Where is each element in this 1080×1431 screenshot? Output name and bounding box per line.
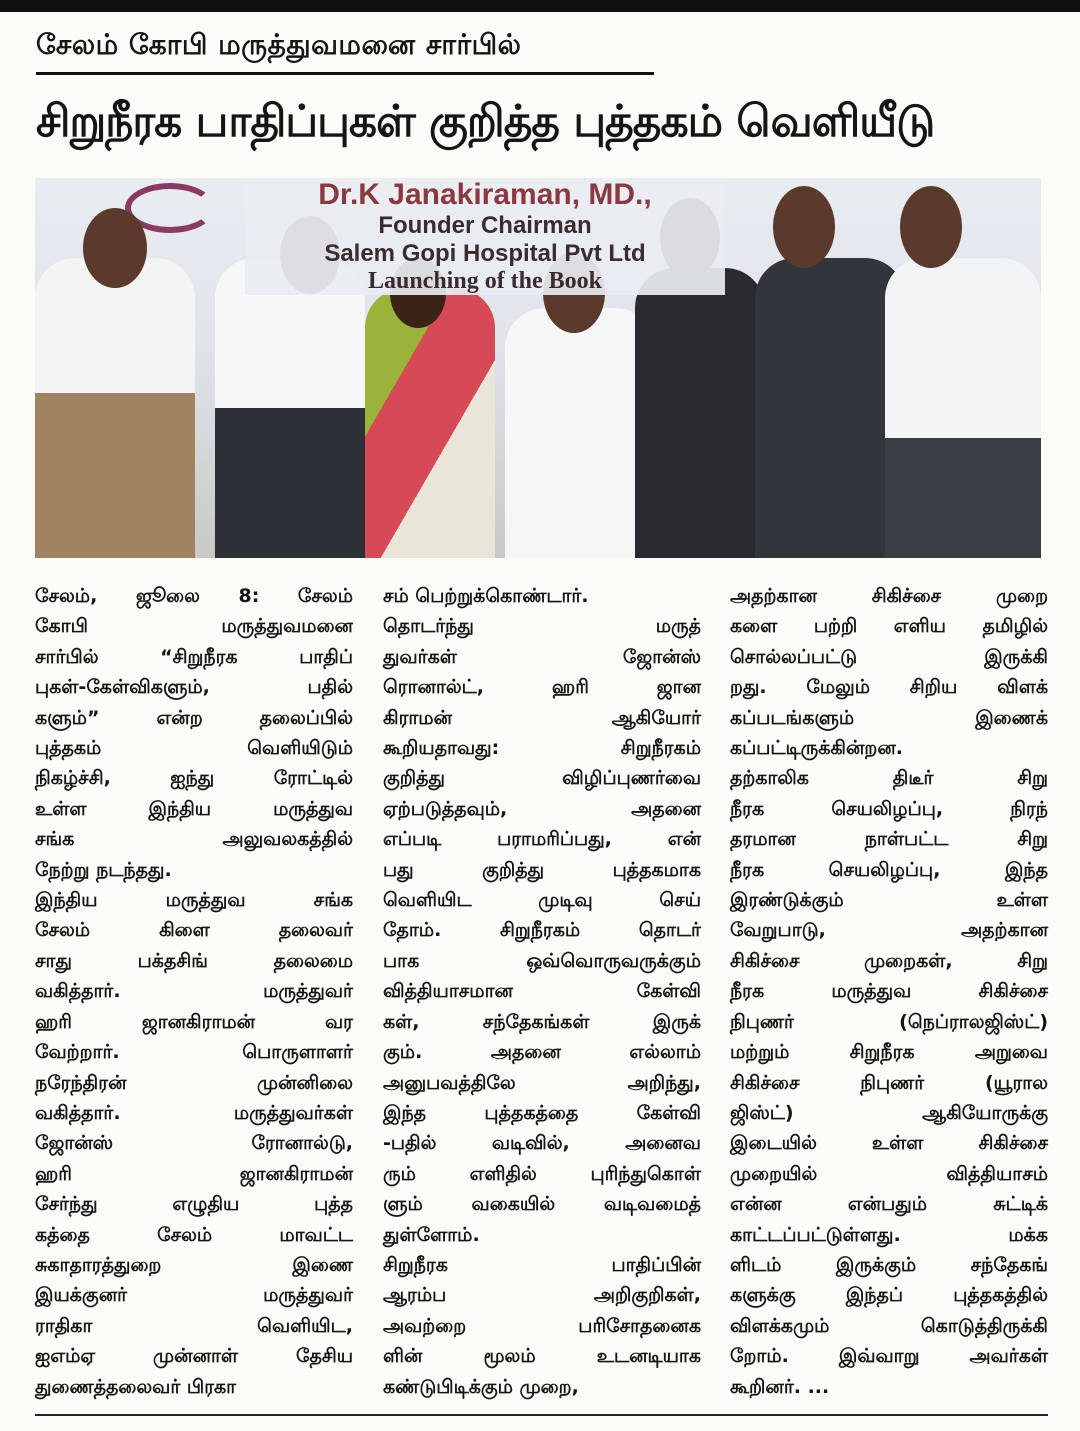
banner-line: Founder Chairman bbox=[245, 212, 725, 240]
article-line: மற்றும் சிறுநீரக அறுவை bbox=[730, 1041, 1048, 1064]
article-line: ரொனால்ட், ஹரி ஜான bbox=[383, 676, 701, 699]
photo-banner bbox=[245, 178, 725, 295]
article-line: ரும் எளிதில் புரிந்துகொள் bbox=[383, 1162, 701, 1185]
article-line: புத்தகம் வெளியிடும் bbox=[35, 737, 353, 760]
article-line: சாது பக்தசிங் தலைமை bbox=[35, 949, 353, 972]
article-line: களும்” என்ற தலைப்பில் bbox=[35, 706, 353, 729]
person bbox=[635, 268, 765, 558]
article-line: துவர்கள் ஜோன்ஸ் bbox=[383, 645, 701, 668]
article-line: கோபி மருத்துவமனை bbox=[35, 615, 353, 638]
article-line: எப்படி பராமரிப்பது, என் bbox=[383, 828, 701, 851]
article-line: சிகிச்சை நிபுணர் (யூரால bbox=[730, 1071, 1048, 1094]
article-line: இந்த புத்தகத்தை கேள்வி bbox=[383, 1101, 701, 1124]
kicker-underline bbox=[36, 72, 654, 75]
banner-line: Launching of the Book bbox=[245, 268, 725, 295]
article-line: வகித்தார். மருத்துவர்கள் bbox=[35, 1101, 353, 1124]
article-line: இரண்டுக்கும் உள்ள bbox=[730, 889, 1048, 912]
person bbox=[755, 258, 905, 558]
article-line: ஜிஸ்ட்) ஆகியோருக்கு bbox=[730, 1101, 1048, 1124]
article-line: களுக்கு இந்தப் புத்தகத்தில் bbox=[730, 1284, 1048, 1307]
article-line: இந்திய மருத்துவ சங்க bbox=[35, 889, 353, 912]
person bbox=[215, 258, 365, 558]
article-line: புகள்-கேள்விகளும், பதில் bbox=[35, 676, 353, 699]
article-line: சேலம் கிளை தலைவர் bbox=[35, 919, 353, 942]
article-line: கூறியதாவது: சிறுநீரகம் bbox=[383, 737, 701, 760]
article-line: கும். அதனை எல்லாம் bbox=[383, 1041, 701, 1064]
person-head bbox=[900, 186, 962, 268]
article-line: அனுபவத்திலே அறிந்து, bbox=[383, 1071, 701, 1094]
article-line: ஐஎம்ஏ முன்னாள் தேசிய bbox=[35, 1345, 353, 1368]
person bbox=[505, 308, 655, 558]
article-line: ராதிகா வெளியிட, bbox=[35, 1314, 353, 1337]
article-line: தற்காலிக திடீர் சிறு bbox=[730, 767, 1048, 790]
article-line: ளும் வகையில் வடிவமைத் bbox=[383, 1193, 701, 1216]
article-line: வேற்றார். பொருளாளர் bbox=[35, 1041, 353, 1064]
article-line: தொடர்ந்து மருத் bbox=[383, 615, 701, 638]
article-line: வகித்தார். மருத்துவர் bbox=[35, 980, 353, 1003]
article-line: குறித்து விழிப்புணர்வை bbox=[383, 767, 701, 790]
article-line: பாக ஒவ்வொருவருக்கும் bbox=[383, 949, 701, 972]
person-head bbox=[83, 208, 147, 288]
article-line: உள்ள இந்திய மருத்துவ bbox=[35, 797, 353, 820]
article-line: துள்ளோம். bbox=[383, 1223, 480, 1246]
article-line: ளின் மூலம் உடனடியாக bbox=[383, 1345, 701, 1368]
article-line: சார்பில் “சிறுநீரக பாதிப் bbox=[35, 645, 353, 668]
article-line: துணைத்தலைவர் பிரகா bbox=[35, 1375, 237, 1398]
article-line: வித்தியாசமான கேள்வி bbox=[383, 980, 701, 1003]
article-line: நிபுணர் (நெப்ராலஜிஸ்ட்) bbox=[730, 1010, 1048, 1033]
article-line: சொல்லப்பட்டு இருக்கி bbox=[730, 645, 1048, 668]
article-line: விளக்கமும் கொடுத்திருக்கி bbox=[730, 1314, 1048, 1337]
article-line: நீரக மருத்துவ சிகிச்சை bbox=[730, 980, 1048, 1003]
article-line: பது குறித்து புத்தகமாக bbox=[383, 858, 701, 881]
article-line: வெளியிட முடிவு செய் bbox=[383, 889, 701, 912]
article-line: நிகழ்ச்சி, ஐந்து ரோட்டில் bbox=[35, 767, 353, 790]
article-line: என்ன என்பதும் சுட்டிக் bbox=[730, 1193, 1048, 1216]
person bbox=[35, 258, 195, 558]
article-line: றோம். இவ்வாறு அவர்கள் bbox=[730, 1345, 1048, 1368]
article-line: இயக்குனர் மருத்துவர் bbox=[35, 1284, 353, 1307]
article-line: சிகிச்சை முறைகள், சிறு bbox=[730, 949, 1048, 972]
article-line: களை பற்றி எளிய தமிழில் bbox=[730, 615, 1048, 638]
article-line: சுகாதாரத்துறை இணை bbox=[35, 1253, 353, 1276]
article-line: ஆரம்ப அறிகுறிகள், bbox=[383, 1284, 701, 1307]
article-line: கப்பட்டிருக்கின்றன. bbox=[730, 737, 904, 760]
article-line: அதற்கான சிகிச்சை முறை bbox=[730, 585, 1048, 607]
article-column-2 bbox=[383, 581, 701, 1402]
headline: சிறுநீரக பாதிப்புகள் குறித்த புத்தகம் வெளியீடு bbox=[36, 96, 935, 147]
person-head bbox=[773, 186, 835, 268]
article-column-3 bbox=[730, 581, 1048, 1402]
article-line: இடையில் உள்ள சிகிச்சை bbox=[730, 1132, 1048, 1155]
article-line: சிறுநீரக பாதிப்பின் bbox=[383, 1253, 701, 1276]
article-line: றது. மேலும் சிறிய விளக் bbox=[730, 676, 1048, 699]
article-line: ஹரி ஜானகிராமன் bbox=[35, 1162, 353, 1185]
article-line: கள், சந்தேகங்கள் இருக் bbox=[383, 1010, 701, 1033]
top-border bbox=[0, 0, 1080, 12]
article-line: நேற்று நடந்தது. bbox=[35, 858, 172, 881]
article-line: கண்டுபிடிக்கும் முறை, bbox=[383, 1375, 579, 1398]
kicker: சேலம் கோபி மருத்துவமனை சார்பில் bbox=[36, 28, 522, 61]
article-line: ளிடம் இருக்கும் சந்தேகங் bbox=[730, 1253, 1048, 1276]
banner-line: Dr.K Janakiraman, MD., bbox=[245, 178, 725, 212]
article-line: வேறுபாடு, அதற்கான bbox=[730, 919, 1048, 942]
bottom-rule bbox=[35, 1414, 1048, 1416]
article-line: முறையில் வித்தியாசம் bbox=[730, 1162, 1048, 1185]
article-line: -பதில் வடிவில், அனைவ bbox=[383, 1132, 701, 1155]
article-line: கப்படங்களும் இணைக் bbox=[730, 706, 1048, 729]
article-line: காட்டப்பட்டுள்ளது. மக்க bbox=[730, 1223, 1048, 1246]
article-line: நீரக செயலிழப்பு, நிரந் bbox=[730, 797, 1048, 820]
event-photo bbox=[35, 178, 1041, 558]
person bbox=[885, 258, 1041, 558]
article-line: ஏற்படுத்தவும், அதனை bbox=[383, 797, 701, 820]
article-line: கத்தை சேலம் மாவட்ட bbox=[35, 1223, 353, 1246]
article-line: தரமான நாள்பட்ட சிறு bbox=[730, 828, 1048, 851]
article-line: ஜோன்ஸ் ரோனால்டு, bbox=[35, 1132, 353, 1155]
banner-line: Salem Gopi Hospital Pvt Ltd bbox=[245, 240, 725, 268]
article-line: அவற்றை பரிசோதனைக bbox=[383, 1314, 701, 1337]
article-line: சேலம், ஜூலை 8: சேலம் bbox=[35, 585, 353, 607]
person bbox=[365, 288, 495, 558]
article-line: நீரக செயலிழப்பு, இந்த bbox=[730, 858, 1048, 881]
article-line: கூறினர். ... bbox=[730, 1375, 830, 1398]
article-line: சங்க அலுவலகத்தில் bbox=[35, 828, 353, 851]
article-line: சேர்ந்து எழுதிய புத்த bbox=[35, 1193, 353, 1216]
article-column-1 bbox=[35, 581, 353, 1402]
article-line: ஹரி ஜானகிராமன் வர bbox=[35, 1010, 353, 1033]
article-line: தோம். சிறுநீரகம் தொடர் bbox=[383, 919, 701, 942]
article-line: கிராமன் ஆகியோர் bbox=[383, 706, 701, 729]
article-line: சம் பெற்றுக்கொண்டார். bbox=[383, 585, 589, 607]
article-line: நரேந்திரன் முன்னிலை bbox=[35, 1071, 353, 1094]
